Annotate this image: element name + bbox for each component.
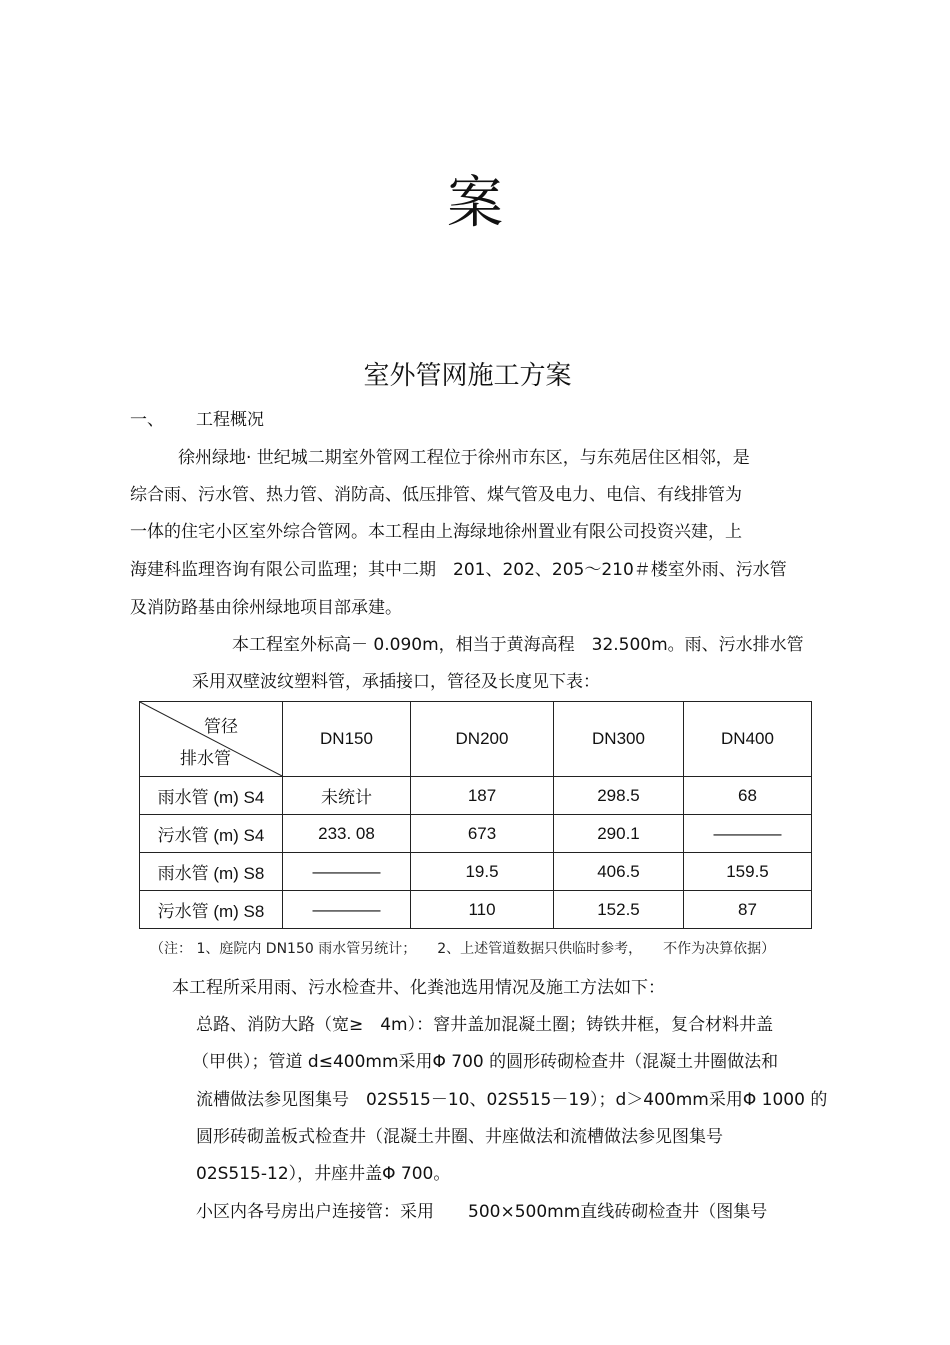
table-cell: 110 xyxy=(411,891,554,929)
table-row xyxy=(140,853,812,891)
column-header: DN300 xyxy=(554,702,684,777)
table-cell: 298.5 xyxy=(554,777,684,815)
row-label: 污水管 (m) S8 xyxy=(140,891,283,929)
table-cell: 19.5 xyxy=(411,853,554,891)
table-cell: 未统计 xyxy=(283,777,411,815)
corner-label-pipe: 排水管 xyxy=(180,749,231,768)
header-character: 案 xyxy=(447,171,503,236)
table-cell: 68 xyxy=(684,777,812,815)
paragraph-line: 本工程室外标高－ 0.090m，相当于黄海高程 32.500m。雨、污水排水管 xyxy=(232,635,804,655)
paragraph-line: 及消防路基由徐州绿地项目部承建。 xyxy=(130,598,402,618)
paragraph-connection-pipes: 小区内各号房出户连接管：采用 500×500mm直线砖砌检查井（图集号 xyxy=(196,1202,768,1222)
document-title: 室外管网施工方案 xyxy=(363,361,572,391)
table-cell: ———— xyxy=(283,891,411,929)
paragraph-line: 一体的住宅小区室外综合管网。本工程由上海绿地徐州置业有限公司投资兴建，上 xyxy=(130,522,742,542)
paragraph-line: 海建科监理咨询有限公司监理；其中二期 201、202、205～210＃楼室外雨、污水管 xyxy=(130,560,787,580)
paragraph-line: 徐州绿地· 世纪城二期室外管网工程位于徐州市东区，与东苑居住区相邻，是 xyxy=(178,448,750,468)
table-row xyxy=(140,815,812,853)
table-cell: 233. 08 xyxy=(283,815,411,853)
table-cell: 152.5 xyxy=(554,891,684,929)
column-header: DN150 xyxy=(283,702,411,777)
table-corner-cell xyxy=(140,702,283,777)
pipe-length-table xyxy=(139,701,812,929)
column-header: DN400 xyxy=(684,702,812,777)
table-row xyxy=(140,777,812,815)
paragraph-line: 圆形砖砌盖板式检查井（混凝土井圈、井座做法和流槽做法参见图集号 xyxy=(196,1127,723,1147)
table-header-row xyxy=(140,702,812,777)
paragraph-wells-intro: 本工程所采用雨、污水检查井、化粪池选用情况及施工方法如下： xyxy=(172,978,665,998)
table-cell: ———— xyxy=(684,815,812,853)
paragraph-line: 总路、消防大路（宽≥ 4m）：窨井盖加混凝土圈；铸铁井框，复合材料井盖 xyxy=(196,1015,774,1035)
table-cell: 87 xyxy=(684,891,812,929)
column-header: DN200 xyxy=(411,702,554,777)
table-cell: 406.5 xyxy=(554,853,684,891)
section-title: 工程概况 xyxy=(196,410,264,430)
table-cell: 673 xyxy=(411,815,554,853)
table-cell: 159.5 xyxy=(684,853,812,891)
section-number: 一、 xyxy=(130,410,164,430)
paragraph-line: 综合雨、污水管、热力管、消防高、低压排管、煤气管及电力、电信、有线排管为 xyxy=(130,485,742,505)
table-note: （注： 1、庭院内 DN150 雨水管另统计； 2、上述管道数据只供临时参考， 不作为决算依据） xyxy=(150,941,776,957)
corner-label-diameter: 管径 xyxy=(204,717,238,736)
paragraph-line: 采用双壁波纹塑料管，承插接口，管径及长度见下表： xyxy=(192,672,600,692)
table-cell: 290.1 xyxy=(554,815,684,853)
paragraph-line: 流槽做法参见图集号 02S515－10、02S515－19）；d＞400mm采用Φ 1000 的 xyxy=(196,1090,828,1110)
table-row xyxy=(140,891,812,929)
table-cell: 187 xyxy=(411,777,554,815)
paragraph-line: （甲供）；管道 d≤400mm采用Φ 700 的圆形砖砌检查井（混凝土井圈做法和 xyxy=(192,1052,779,1072)
row-label: 雨水管 (m) S4 xyxy=(140,777,283,815)
row-label: 雨水管 (m) S8 xyxy=(140,853,283,891)
table-cell: ———— xyxy=(283,853,411,891)
paragraph-line: 02S515-12），井座井盖Φ 700。 xyxy=(196,1164,451,1184)
row-label: 污水管 (m) S4 xyxy=(140,815,283,853)
